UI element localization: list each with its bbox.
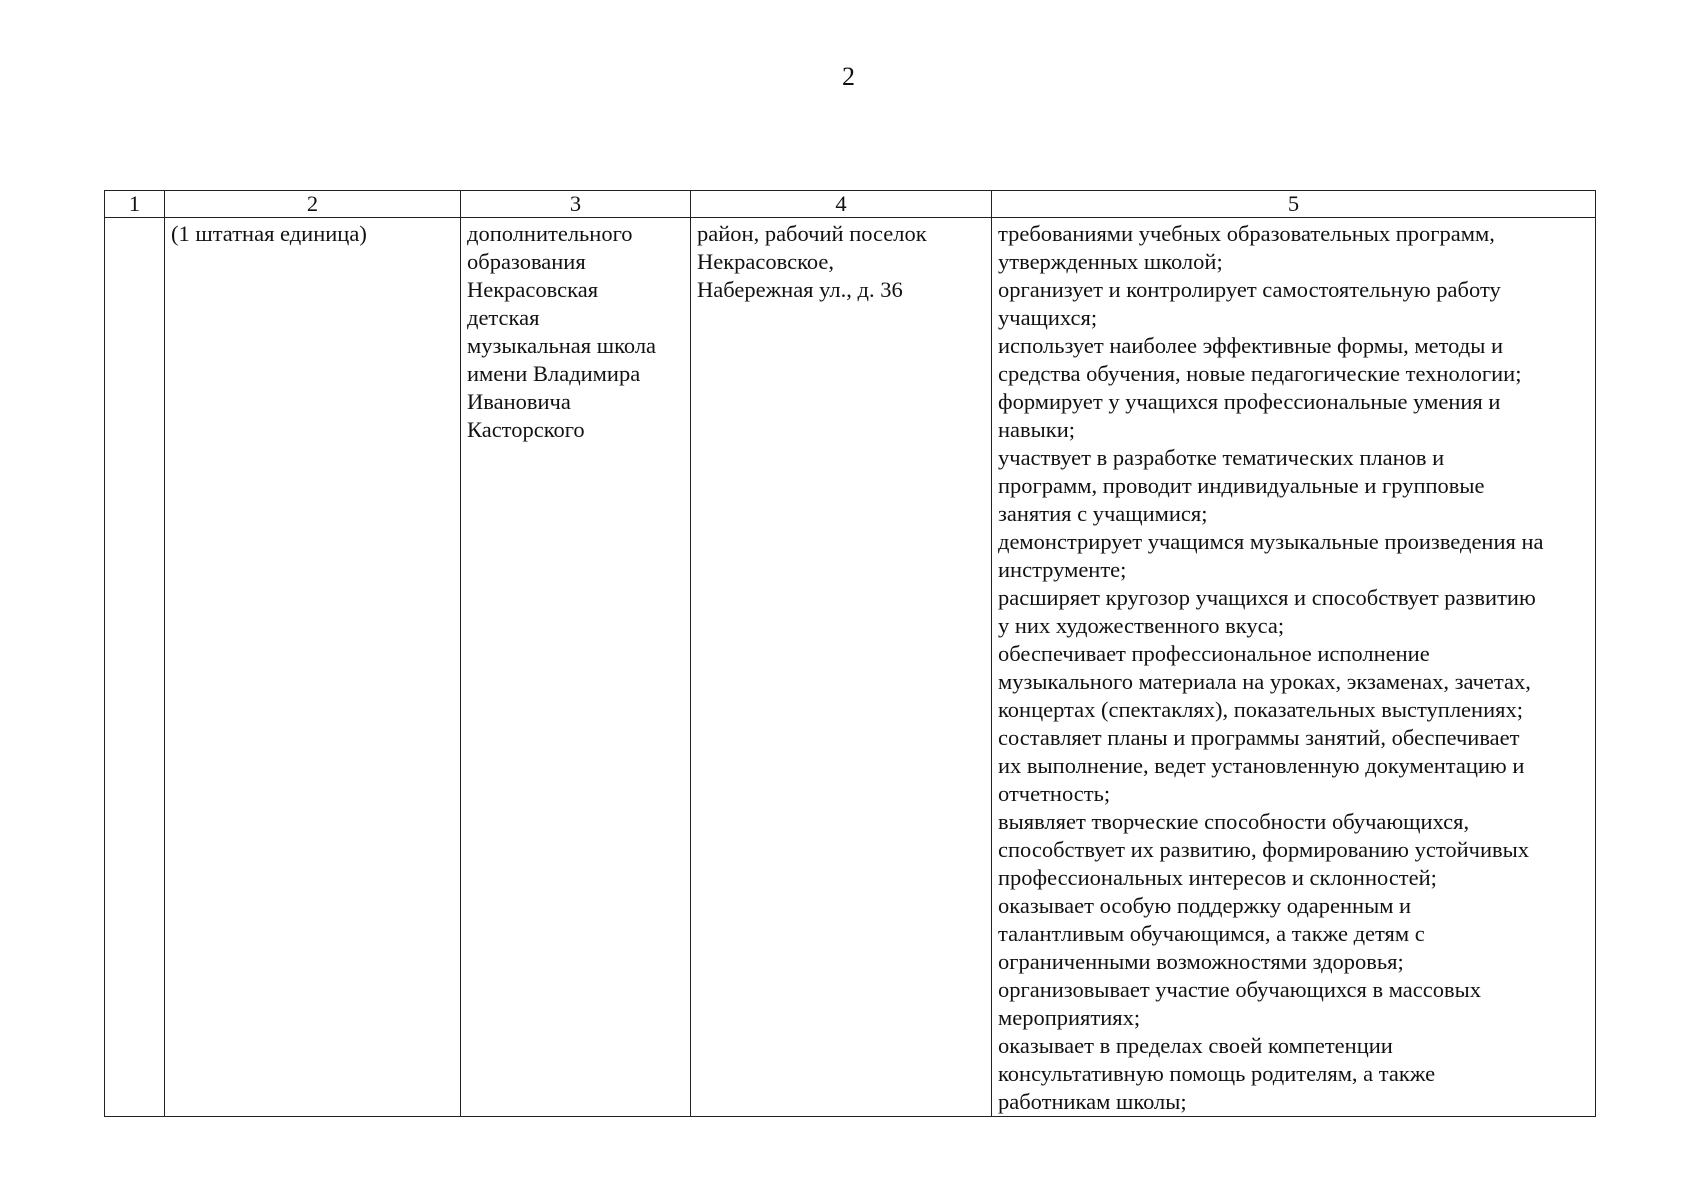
cell-institution [461,218,691,1117]
column-header-3: 3 [461,191,691,218]
text-line: образования [467,249,586,274]
text-line: профессиональных интересов и склонностей; [998,865,1437,890]
text-line: расширяет кругозор учащихся и способствует развитию [998,585,1536,610]
text-line: учащихся; [998,305,1098,330]
text-line: инструменте; [998,557,1127,582]
text-line: талантливым обучающимся, а также детям с [998,921,1425,946]
text-line: утвержденных школой; [998,249,1223,274]
text-line: оказывает особую поддержку одаренным и [998,893,1412,918]
text-line: обеспечивает профессиональное исполнение [998,641,1430,666]
text-line: мероприятиях; [998,1005,1141,1030]
text-line: средства обучения, новые педагогические технологии; [998,361,1522,386]
text-line: Касторского [467,417,585,442]
duties-table [104,190,1596,1117]
column-header-2: 2 [165,191,461,218]
text-line: организовывает участие обучающихся в массовых [998,977,1481,1002]
text-line: демонстрирует учащимся музыкальные произведения на [998,529,1544,554]
text-line: организует и контролирует самостоятельную работу [998,277,1501,302]
column-header-1: 1 [105,191,165,218]
text-line: Некрасовское, [697,249,835,274]
cell-address [691,218,992,1117]
text-line: способствует их развитию, формированию устойчивых [998,837,1529,862]
text-line: работникам школы; [998,1089,1187,1114]
text-line: программ, проводит индивидуальные и групповые [998,473,1485,498]
text-line: их выполнение, ведет установленную документацию и [998,753,1525,778]
text-line: навыки; [998,417,1075,442]
text-line: район, рабочий поселок [697,221,927,246]
text-line: формирует у учащихся профессиональные умения и [998,389,1501,414]
cell-duties [992,218,1596,1117]
text-line: у них художественного вкуса; [998,613,1285,638]
text-line: дополнительного [467,221,633,246]
text-line: оказывает в пределах своей компетенции [998,1033,1393,1058]
cell-staff-units [165,218,461,1117]
text-line: детская [467,305,540,330]
column-header-4: 4 [691,191,992,218]
page-number: 2 [842,62,855,91]
text-line: составляет планы и программы занятий, обеспечивает [998,725,1520,750]
table-row [105,218,1596,1117]
text-line: концертах (спектаклях), показательных выступлениях; [998,697,1523,722]
text-line: Ивановича [467,389,571,414]
text-line: консультативную помощь родителям, а также [998,1061,1436,1086]
text-line: музыкального материала на уроках, экзаменах, зачетах, [998,669,1531,694]
text-line: требованиями учебных образовательных программ, [998,221,1495,246]
text-line: участвует в разработке тематических планов и [998,445,1445,470]
column-header-5: 5 [992,191,1596,218]
text-line: ограниченными возможностями здоровья; [998,949,1404,974]
column-number-row [105,191,1596,218]
cell-number [105,218,165,1117]
text-line: отчетность; [998,781,1111,806]
text-line: музыкальная школа [467,333,657,358]
text-line: (1 штатная единица) [171,221,367,246]
text-line: использует наиболее эффективные формы, методы и [998,333,1503,358]
text-line: Некрасовская [467,277,599,302]
text-line: имени Владимира [467,361,641,386]
text-line: Набережная ул., д. 36 [697,277,903,302]
text-line: выявляет творческие способности обучающихся, [998,809,1470,834]
text-line: занятия с учащимися; [998,501,1208,526]
